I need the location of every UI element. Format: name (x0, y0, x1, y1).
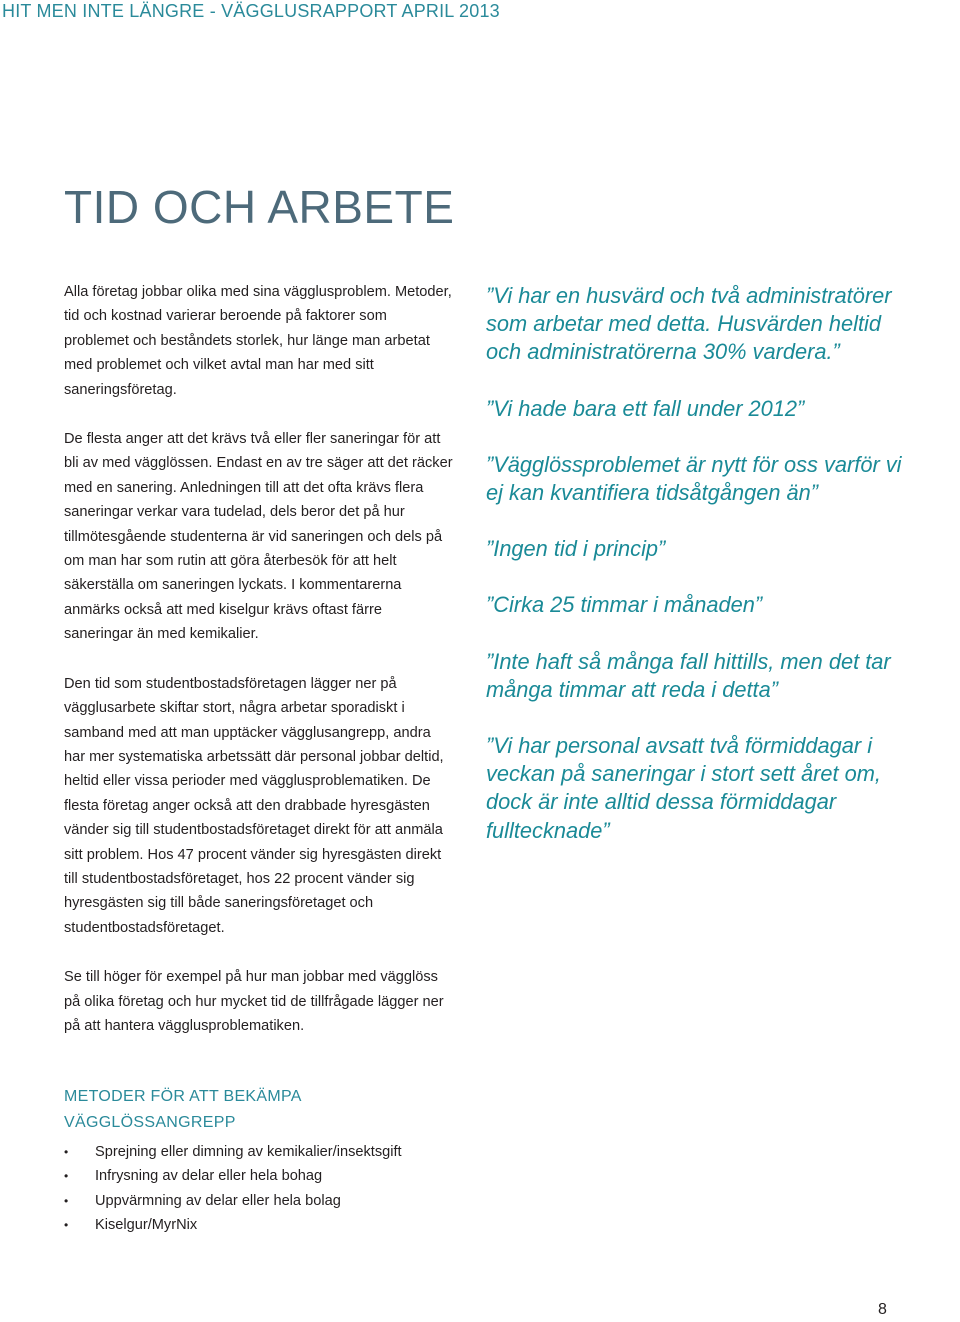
quote: ”Inte haft så många fall hittills, men det tar många timmar att reda i detta” (486, 648, 891, 702)
quotes-column (486, 282, 906, 873)
quote: ”Vi hade bara ett fall under 2012” (486, 395, 805, 421)
list-item (64, 1140, 402, 1164)
page-number: 8 (878, 1301, 887, 1318)
methods-heading (64, 1084, 302, 1136)
list-item-label: Kiselgur/MyrNix (95, 1217, 198, 1234)
methods-heading-line: METODER FÖR ATT BEKÄMPA (64, 1088, 302, 1105)
methods-list (64, 1140, 402, 1238)
list-item (64, 1213, 402, 1237)
bullet-icon: • (64, 1145, 69, 1159)
list-item-label: Infrysning av delar eller hela bohag (95, 1168, 323, 1185)
quote: ”Vägglössproblemet är nytt för oss varför vi ej kan kvantifiera tidsåtgången än” (486, 451, 902, 506)
quote: ”Ingen tid i princip” (486, 536, 666, 562)
list-item (64, 1164, 402, 1188)
tid-paragraph: Den tid som studentbostadsföretagen lägger ner på vägglusarbete skiftar stort, några arbetar sporadiskt i samband med att man upptäcker vägglusangrepp, andra har mer systematiska arbetssätt där personal jobbar deltid, heltid eller vissa perioder med vägglusproblematiken. De flesta företag anger också att den drabbade hyresgästen vänder sig till studentbostadsföretaget direkt för att anmäla sitt problem. Hos 47 procent vänder sig hyresgästen direkt till studentbostadsföretaget, hos 22 procent vänder sig hyresgästen sig till både saneringsföretaget och studentbostadsföretaget. (64, 675, 444, 936)
quote: ”Vi har personal avsatt två förmiddagar i veckan på saneringar i stort sett året om, dock är inte alltid dessa förmiddagar fulltecknade” (486, 733, 881, 843)
bullet-icon: • (64, 1218, 69, 1233)
methods-heading-line: VÄGGLÖSSANGREPP (64, 1114, 236, 1131)
list-item-label: Uppvärmning av delar eller hela bolag (95, 1192, 341, 1209)
running-header: HIT MEN INTE LÄNGRE - VÄGGLUSRAPPORT APRIL 2013 (2, 1, 500, 21)
quote: ”Vi har en husvärd och två administratörer som arbetar med detta. Husvärden heltid och administratörerna 30% vardera.” (486, 283, 892, 365)
see-right-paragraph: Se till höger för exempel på hur man jobbar med vägglöss på olika företag och hur mycket tid de tillfrågade lägger ner på att hantera vägglusproblematiken. (64, 969, 444, 1034)
bullet-icon: • (64, 1193, 69, 1208)
bullet-icon: • (64, 1169, 69, 1184)
saneringar-paragraph: De flesta anger att det krävs två eller fler saneringar för att bli av med vägglössen. Endast en av tre säger att det räcker med en sanering. Anledningen till att det ofta krävs flera saneringar verkar vara tudelad, dels beror det på hur tillmötesgående studenterna är vid saneringen och dels på om man har som rutin att göra återbesök för att helt säkerställa om saneringen lyckats. I kommentarerna anmärks också att med kiselgur krävs oftast färre saneringar än med kemikalier. (64, 431, 453, 643)
page-title: TID OCH ARBETE (64, 181, 455, 233)
list-item (64, 1189, 402, 1213)
list-item-label: Sprejning eller dimning av kemikalier/insektsgift (95, 1144, 402, 1160)
left-column (64, 280, 454, 1038)
intro-paragraph: Alla företag jobbar olika med sina vägglusproblem. Metoder, tid och kostnad varierar beroende på faktorer som problemet och beståndets storlek, hur länge man arbetat med problemet och vilket avtal man har med sitt saneringsföretag. (64, 284, 452, 398)
quote: ”Cirka 25 timmar i månaden” (486, 592, 763, 618)
